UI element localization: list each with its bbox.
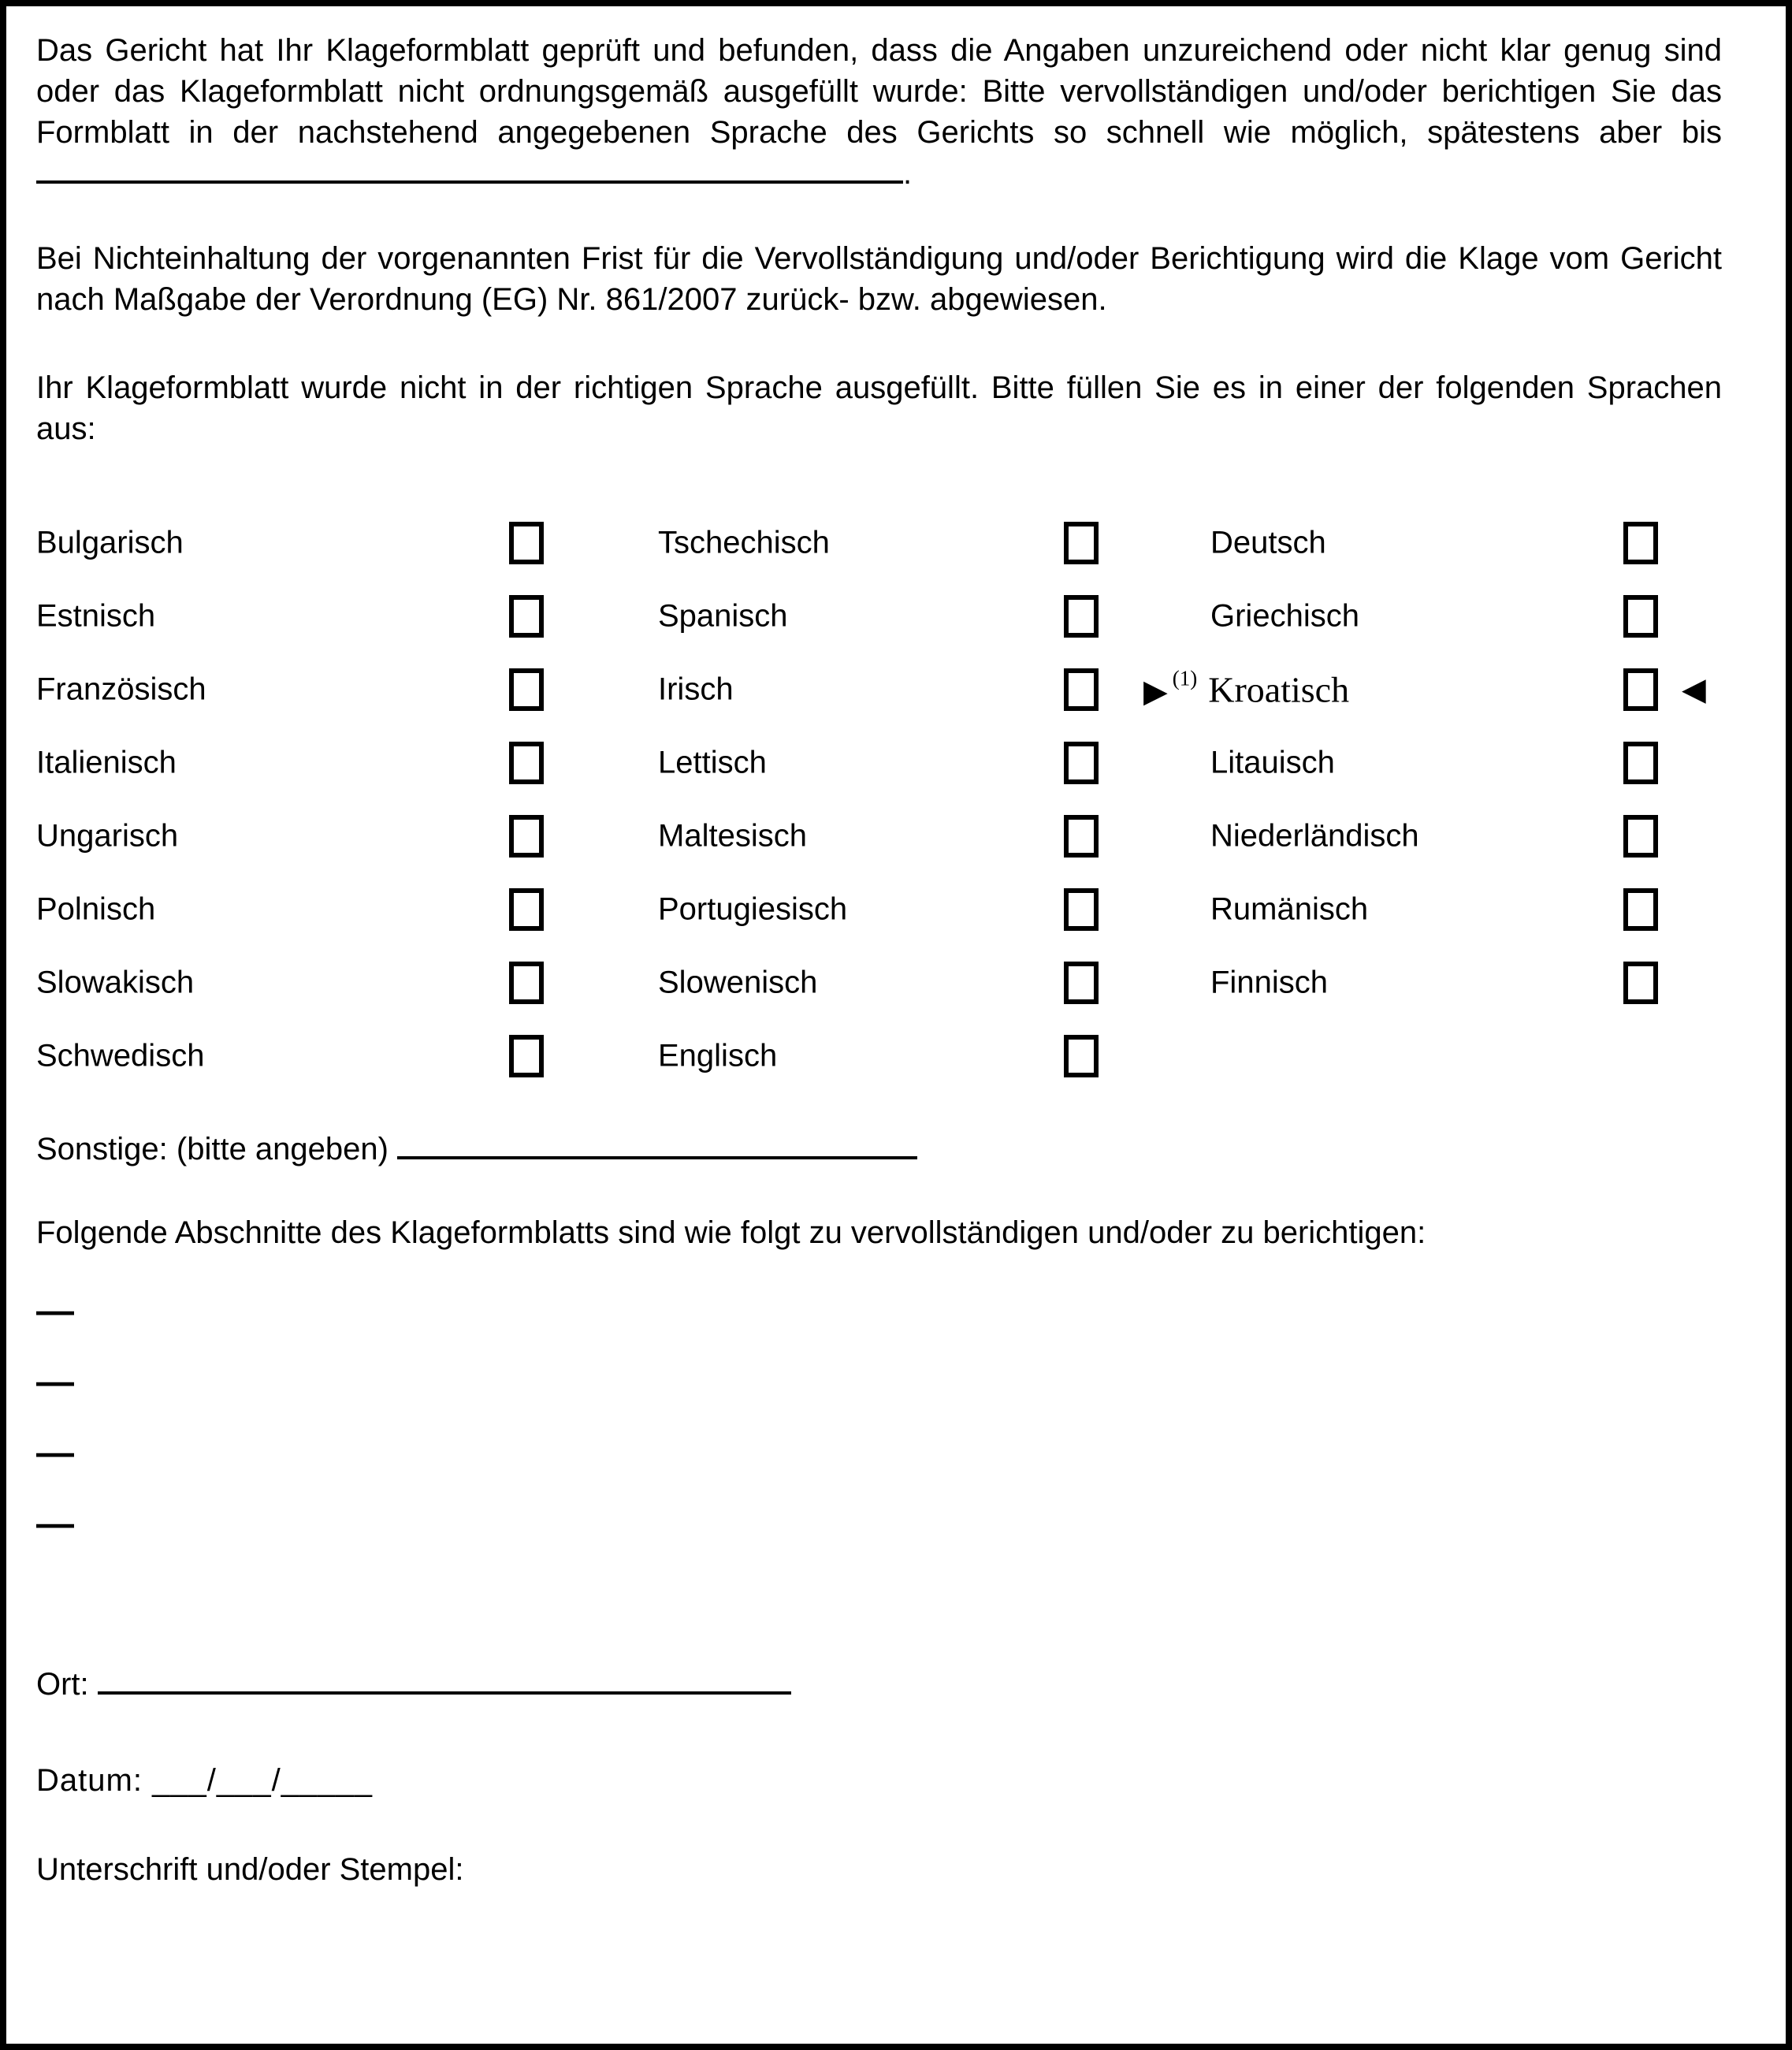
checkbox-deutsch[interactable] [1623,522,1658,564]
language-row [36,872,1722,946]
checkbox-maltesisch[interactable] [1064,815,1099,858]
language-label: Tschechisch [658,525,830,560]
language-row [36,579,1722,653]
correction-lines-list [36,1289,1722,1573]
language-row [36,799,1722,872]
checkbox-franzoesisch[interactable] [509,668,544,711]
rejection-warning-paragraph: Bei Nichteinhaltung der vorgenannten Frist für die Vervollständigung und/oder Berichtigung wird die Klage vom Gericht nach Maßgabe der Verordnung (EG) Nr. 861/2007 zurück- bzw. abgewiesen. [36,241,1722,317]
datum-line [36,1756,1722,1805]
language-label: Griechisch [1210,598,1359,633]
language-row [36,506,1722,579]
checkbox-slowakisch[interactable] [509,962,544,1004]
language-label: Niederländisch [1210,818,1419,853]
checkbox-schwedisch[interactable] [509,1035,544,1077]
language-selection-grid [36,506,1722,1092]
footnote-ref-1: (1) [1172,666,1198,690]
checkbox-spanisch[interactable] [1064,595,1099,638]
deadline-blank-field[interactable] [36,154,903,184]
language-label: Rumänisch [1210,891,1369,926]
checkbox-irisch[interactable] [1064,668,1099,711]
checkbox-italienisch[interactable] [509,742,544,784]
intro-paragraph-period: . [903,156,913,191]
language-row [36,726,1722,799]
checkbox-tschechisch[interactable] [1064,522,1099,564]
checkbox-lettisch[interactable] [1064,742,1099,784]
kroatisch-inserted-entry [1143,668,1349,710]
checkbox-slowenisch[interactable] [1064,962,1099,1004]
language-label: Französisch [36,672,206,706]
language-label: Schwedisch [36,1038,205,1073]
datum-label: Datum: [36,1763,143,1798]
language-row [36,946,1722,1019]
language-row-kroatisch-insertion [36,653,1722,726]
ort-line [36,1661,1722,1707]
language-label: Maltesisch [658,818,807,853]
unterschrift-label: Unterschrift und/oder Stempel: [36,1852,464,1887]
sonstige-line [36,1129,1722,1170]
insertion-end-marker-icon: ◀ [1682,671,1706,708]
correction-line-dash: — [36,1290,74,1332]
language-label: Englisch [658,1038,778,1073]
correction-line-dash: — [36,1361,74,1403]
language-label: Finnisch [1210,965,1328,999]
corrections-intro-paragraph: Folgende Abschnitte des Klageformblatts sind wie folgt zu vervollständigen und/oder zu berichtigen: [36,1215,1426,1250]
checkbox-englisch[interactable] [1064,1035,1099,1077]
checkbox-kroatisch[interactable] [1623,668,1658,711]
language-label: Kroatisch [1208,669,1350,709]
checkbox-griechisch[interactable] [1623,595,1658,638]
intro-paragraph-text: Das Gericht hat Ihr Klageformblatt geprüft und befunden, dass die Angaben unzureichend oder nicht klar genug sind oder das Klageformblatt nicht ordnungsgemäß ausgefüllt wurde: Bitte vervollständigen und/oder berichtigen Sie das Formblatt in der nachstehend angegebenen Sprache des Gerichts so schnell wie möglich, spätestens aber bis [36,33,1722,150]
correction-line-dash: — [36,1503,74,1545]
language-label: Litauisch [1210,745,1335,779]
language-label: Slowakisch [36,965,195,999]
date-field[interactable]: ___/___/_____ [152,1763,373,1798]
language-label: Italienisch [36,745,177,779]
correction-line-dash: — [36,1432,74,1474]
page-content [6,6,1786,2044]
language-label: Irisch [658,672,734,706]
sonstige-input-line[interactable] [397,1129,917,1159]
ort-label: Ort: [36,1667,89,1702]
language-label: Ungarisch [36,818,179,853]
checkbox-finnisch[interactable] [1623,962,1658,1004]
language-label: Spanisch [658,598,788,633]
unterschrift-line [36,1849,1722,1890]
checkbox-litauisch[interactable] [1623,742,1658,784]
wrong-language-paragraph: Ihr Klageformblatt wurde nicht in der richtigen Sprache ausgefüllt. Bitte füllen Sie es in einer der folgenden Sprachen aus: [36,370,1722,446]
language-label: Portugiesisch [658,891,848,926]
language-row [36,1019,1722,1092]
checkbox-niederlaendisch[interactable] [1623,815,1658,858]
checkbox-estnisch[interactable] [509,595,544,638]
checkbox-rumaenisch[interactable] [1623,888,1658,931]
insertion-start-marker-icon: ▶ [1143,673,1168,709]
intro-paragraph [36,30,1722,194]
language-label: Deutsch [1210,525,1326,560]
checkbox-bulgarisch[interactable] [509,522,544,564]
language-label: Estnisch [36,598,156,633]
checkbox-polnisch[interactable] [509,888,544,931]
language-label: Slowenisch [658,965,818,999]
language-label: Lettisch [658,745,767,779]
sonstige-label: Sonstige: (bitte angeben) [36,1132,389,1166]
language-label: Bulgarisch [36,525,184,560]
checkbox-portugiesisch[interactable] [1064,888,1099,931]
ort-input-line[interactable] [98,1665,791,1695]
checkbox-ungarisch[interactable] [509,815,544,858]
language-label: Polnisch [36,891,156,926]
